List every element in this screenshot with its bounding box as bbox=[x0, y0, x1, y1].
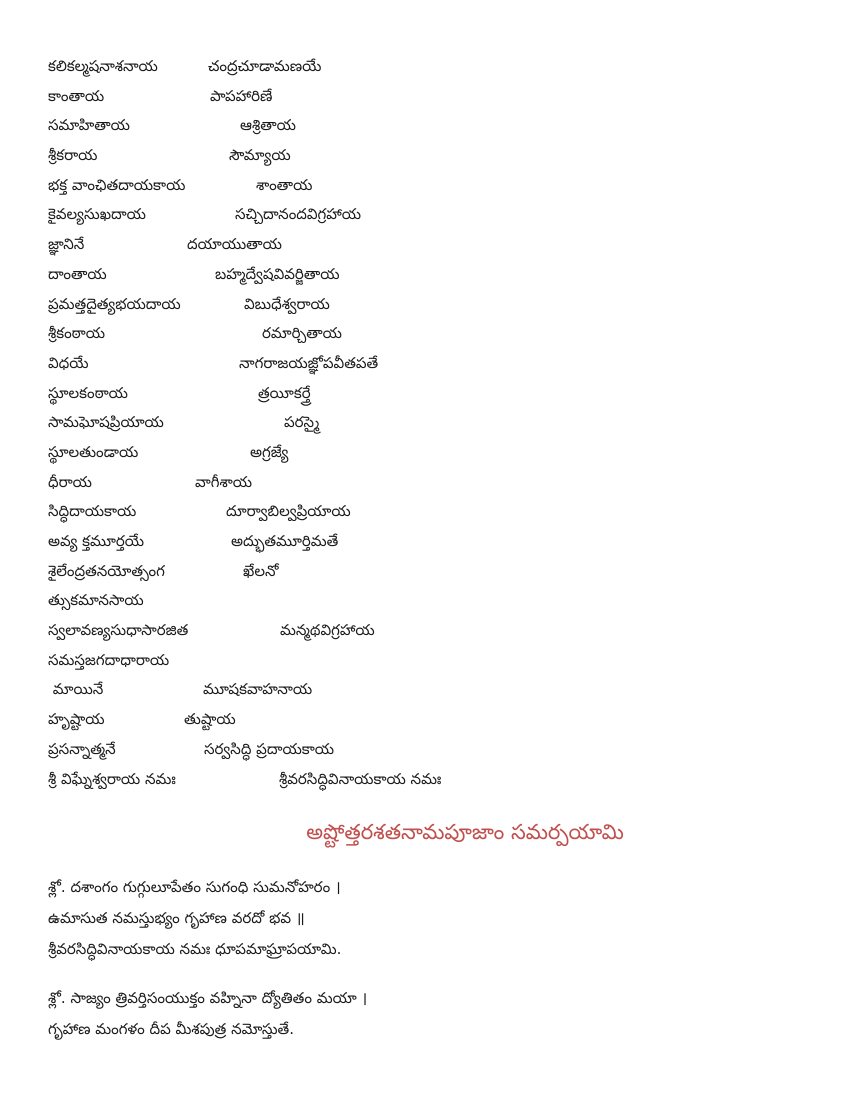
name-left: శ్రీకరాయ bbox=[48, 146, 98, 165]
name-row bbox=[0, 675, 850, 705]
name-row bbox=[0, 586, 850, 616]
name-left: మాయినే bbox=[48, 680, 104, 699]
name-right: అద్భుతమూర్తిమతే bbox=[231, 532, 339, 550]
verse-line: శ్లో. సాజ్యం త్రివర్తిసంయుక్తం వహ్నినా ద్యోతితం మయా । bbox=[48, 989, 368, 1007]
name-row bbox=[0, 497, 850, 527]
name-row bbox=[0, 319, 850, 349]
name-right: రమార్చితాయ bbox=[262, 324, 342, 343]
name-left: శ్రీకంఠాయ bbox=[48, 324, 106, 343]
name-left: సమాహితాయ bbox=[48, 116, 130, 135]
name-left: త్సుకమానసాయ bbox=[48, 591, 144, 610]
name-right: మూషకవాహనాయ bbox=[203, 680, 313, 699]
name-row bbox=[0, 171, 850, 201]
name-row bbox=[0, 260, 850, 290]
name-right: సర్వసిద్ధి ప్రదాయకాయ bbox=[204, 739, 335, 758]
name-left: శ్రీ విఘ్నేశ్వరాయ నమః bbox=[48, 769, 176, 788]
section-heading: అష్టోత్తరశతనామపూజాం సమర్పయామి bbox=[306, 820, 624, 844]
name-right: దూర్వాబిల్వప్రియాయ bbox=[226, 502, 351, 521]
name-right: చంద్రచూడామణయే bbox=[208, 57, 322, 75]
name-left: కలికల్మషనాశనాయ bbox=[48, 57, 158, 75]
name-left: భక్త వాంఛితదాయకాయ bbox=[48, 175, 186, 194]
name-left: జ్ఞానినే bbox=[48, 235, 85, 254]
name-row bbox=[0, 349, 850, 379]
name-row bbox=[0, 468, 850, 498]
name-row bbox=[0, 290, 850, 320]
name-right: వాగీశాయ bbox=[195, 472, 252, 491]
name-row bbox=[0, 408, 850, 438]
name-row bbox=[0, 52, 850, 82]
name-right: దయాయుతాయ bbox=[187, 235, 282, 254]
name-row bbox=[0, 200, 850, 230]
name-left: దాంతాయ bbox=[48, 264, 107, 283]
name-row bbox=[0, 230, 850, 260]
name-row bbox=[0, 527, 850, 557]
name-left: కైవల్యసుఖదాయ bbox=[48, 205, 146, 224]
name-right: పాపహారిణే bbox=[210, 86, 273, 105]
name-left: విధయే bbox=[48, 353, 89, 372]
name-row bbox=[0, 735, 850, 765]
name-left: సిద్ధిదాయకాయ bbox=[48, 502, 137, 521]
name-right: ఆశ్రితాయ bbox=[240, 116, 296, 135]
name-right: సచ్చిదానందవిగ్రహాయ bbox=[235, 205, 362, 224]
name-right: సౌమ్యాయ bbox=[229, 146, 291, 165]
name-row bbox=[0, 111, 850, 141]
name-right: శాంతాయ bbox=[256, 175, 313, 194]
name-row bbox=[0, 438, 850, 468]
name-left: ధీరాయ bbox=[48, 472, 92, 491]
name-right: అగ్రజ్యే bbox=[250, 442, 289, 461]
name-left: స్వలావణ్యసుధాసారజిత bbox=[48, 621, 189, 640]
name-right: పరస్మై bbox=[284, 413, 320, 432]
name-row bbox=[0, 82, 850, 112]
name-right: తుష్టాయ bbox=[184, 710, 236, 729]
name-left: ప్రసన్నాత్మనే bbox=[48, 739, 116, 758]
name-row bbox=[0, 557, 850, 587]
name-right: విబుధేశ్వరాయ bbox=[244, 294, 330, 313]
name-left: సామఘోషప్రియాయ bbox=[48, 413, 164, 432]
name-right: ఖేలనో bbox=[243, 561, 279, 580]
verse-line: గృహాణ మంగళం దీప మీశపుత్ర నమోస్తుతే. bbox=[48, 1020, 294, 1038]
name-row bbox=[0, 646, 850, 676]
name-row bbox=[0, 765, 850, 795]
name-row bbox=[0, 379, 850, 409]
name-left: సమస్తజగదాధారాయ bbox=[48, 650, 170, 669]
verse-line: శ్రీవరసిద్ధివినాయకాయ నమః ధూపమాఘ్రాపయామి. bbox=[48, 940, 342, 958]
name-right: బహ్మద్వేషవివర్జితాయ bbox=[215, 264, 340, 283]
name-left: ప్రమత్తదైత్యభయదాయ bbox=[48, 294, 181, 313]
verse-line: ఉమాసుత నమస్తుభ్యం గృహాణ వరదో భవ ॥ bbox=[48, 909, 305, 927]
name-left: అవ్య క్తమూర్తయే bbox=[48, 532, 145, 550]
name-right: మన్మథవిగ్రహాయ bbox=[280, 621, 375, 640]
name-left: శైలేంద్రతనయోత్సంగ bbox=[48, 561, 165, 580]
name-right: శ్రీవరసిద్ధివినాయకాయ నమః bbox=[279, 769, 442, 788]
verse-block bbox=[48, 983, 367, 1045]
name-left: హృష్టాయ bbox=[48, 710, 105, 729]
name-row bbox=[0, 705, 850, 735]
name-left: కాంతాయ bbox=[48, 86, 105, 105]
name-right: నాగరాజయజ్ఞోపవీతపతే bbox=[239, 353, 379, 372]
name-left: స్థూలకంఠాయ bbox=[48, 383, 128, 402]
name-left: స్థూలతుండాయ bbox=[48, 442, 139, 461]
name-list bbox=[0, 52, 850, 794]
name-row bbox=[0, 141, 850, 171]
name-row bbox=[0, 616, 850, 646]
name-right: త్రయీకర్త్రే bbox=[258, 383, 311, 402]
verse-block bbox=[48, 872, 341, 965]
verse-line: శ్లో. దశాంగం గుగ్గులూపేతం సుగంధి సుమనోహరం । bbox=[48, 878, 341, 896]
